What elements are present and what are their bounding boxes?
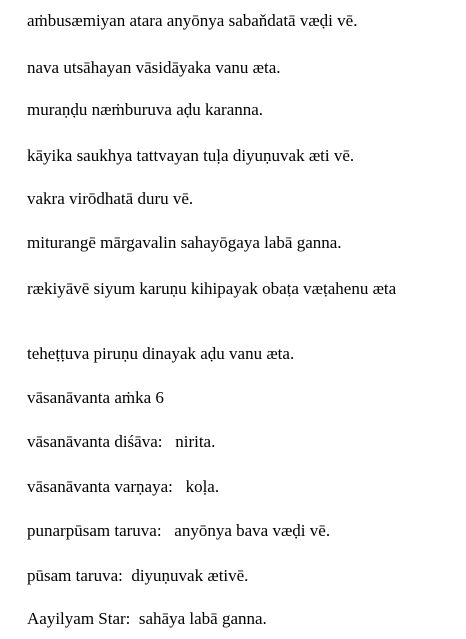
line-14: Aayilyam Star: sahāya labā ganna. <box>27 609 267 628</box>
line-4: kāyika saukhya tattvayan tuḷa diyuṇuvak æti vē. <box>27 146 355 165</box>
line-11: vāsanāvanta varṇaya: koḷa. <box>27 477 220 496</box>
line-12: punarpūsam taruva: anyōnya bava væḍi vē. <box>27 521 331 540</box>
line-5: vakra virōdhatā duru vē. <box>27 189 194 208</box>
line-6: miturangē mārgavalin sahayōgaya labā ganna. <box>27 233 342 252</box>
line-1: aṁbusæmiyan atara anyōnya sabaňdatā væḍi vē. <box>27 11 358 30</box>
line-9: vāsanāvanta aṁka 6 <box>27 388 164 407</box>
line-7: rækiyāvē siyum karuṇu kihipayak obaṭa væṭahenu æta <box>27 279 397 298</box>
line-3: muraṇḍu næṁburuva aḍu karanna. <box>27 100 264 119</box>
line-10: vāsanāvanta diśāva: nirita. <box>27 432 216 451</box>
line-8: teheṭṭuva piruṇu dinayak aḍu vanu æta. <box>27 344 295 363</box>
line-13: pūsam taruva: diyuṇuvak ætivē. <box>27 566 249 585</box>
line-2: nava utsāhayan vāsidāyaka vanu æta. <box>27 58 281 77</box>
